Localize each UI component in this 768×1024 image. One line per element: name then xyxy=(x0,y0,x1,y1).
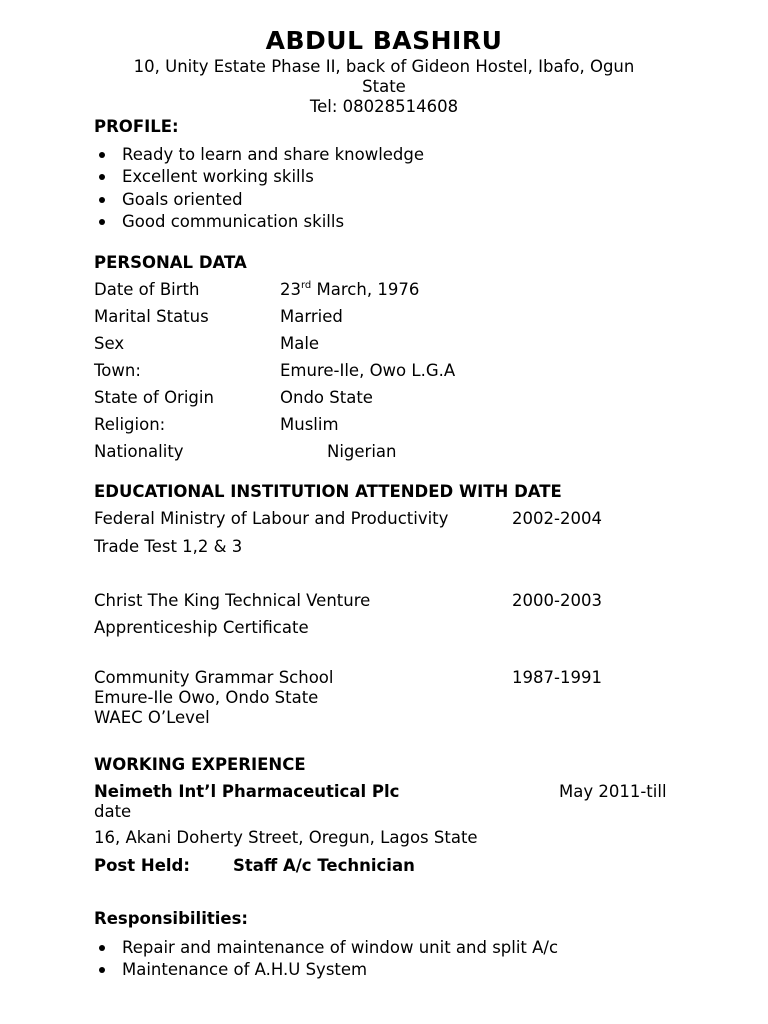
profile-item: Goals oriented xyxy=(94,190,424,212)
education-dates: 1987-1991 xyxy=(512,668,602,687)
profile-item: Good communication skills xyxy=(94,212,424,234)
education-institution: Federal Ministry of Labour and Productivity xyxy=(94,509,449,528)
education-dates: 2002-2004 xyxy=(512,509,602,528)
address-line-1: 10, Unity Estate Phase II, back of Gideon Hostel, Ibafo, Ogun xyxy=(133,57,635,76)
address-line-2: State xyxy=(362,77,406,96)
education-institution: Christ The King Technical Venture xyxy=(94,591,371,610)
post-value: Staff A/c Technician xyxy=(233,856,415,875)
work-period: May 2011-till xyxy=(559,782,667,801)
bullet-icon xyxy=(99,219,105,225)
dob-label: Date of Birth xyxy=(94,280,200,299)
bullet-icon xyxy=(99,174,105,180)
post-label: Post Held: xyxy=(94,856,190,875)
responsibilities-heading: Responsibilities: xyxy=(94,909,249,928)
bullet-icon xyxy=(99,967,105,973)
profile-heading: PROFILE: xyxy=(94,117,179,136)
dob-value: 23rd March, 1976 xyxy=(280,279,420,299)
education-dates: 2000-2003 xyxy=(512,591,602,610)
bullet-icon xyxy=(99,945,105,951)
bullet-icon xyxy=(99,152,105,158)
resume-name: ABDUL BASHIRU xyxy=(265,26,503,55)
town-value: Emure-Ile, Owo L.G.A xyxy=(280,361,456,380)
education-institution: Community Grammar School xyxy=(94,668,334,687)
nationality-value: Nigerian xyxy=(327,442,397,461)
education-detail: Trade Test 1,2 & 3 xyxy=(94,537,243,556)
profile-list xyxy=(94,145,424,234)
responsibility-item: Maintenance of A.H.U System xyxy=(94,960,558,982)
company-address: 16, Akani Doherty Street, Oregun, Lagos State xyxy=(94,828,478,847)
education-detail: WAEC O’Level xyxy=(94,708,210,727)
religion-label: Religion: xyxy=(94,415,166,434)
personal-data-heading: PERSONAL DATA xyxy=(94,253,247,272)
nationality-label: Nationality xyxy=(94,442,184,461)
bullet-icon xyxy=(99,197,105,203)
education-heading: EDUCATIONAL INSTITUTION ATTENDED WITH DATE xyxy=(94,482,562,501)
origin-value: Ondo State xyxy=(280,388,373,407)
work-period-continued: date xyxy=(94,802,132,821)
marital-label: Marital Status xyxy=(94,307,209,326)
work-heading: WORKING EXPERIENCE xyxy=(94,755,306,774)
profile-item: Excellent working skills xyxy=(94,167,424,189)
responsibilities-list xyxy=(94,938,558,983)
education-detail: Apprenticeship Certificate xyxy=(94,618,309,637)
sex-value: Male xyxy=(280,334,320,353)
education-detail: Emure-Ile Owo, Ondo State xyxy=(94,688,319,707)
company-name: Neimeth Int’l Pharmaceutical Plc xyxy=(94,782,400,801)
sex-label: Sex xyxy=(94,334,125,353)
profile-item: Ready to learn and share knowledge xyxy=(94,145,424,167)
town-label: Town: xyxy=(94,361,141,380)
origin-label: State of Origin xyxy=(94,388,214,407)
responsibility-item: Repair and maintenance of window unit and split A/c xyxy=(94,938,558,960)
telephone: Tel: 08028514608 xyxy=(309,97,459,116)
religion-value: Muslim xyxy=(280,415,339,434)
marital-value: Married xyxy=(280,307,343,326)
